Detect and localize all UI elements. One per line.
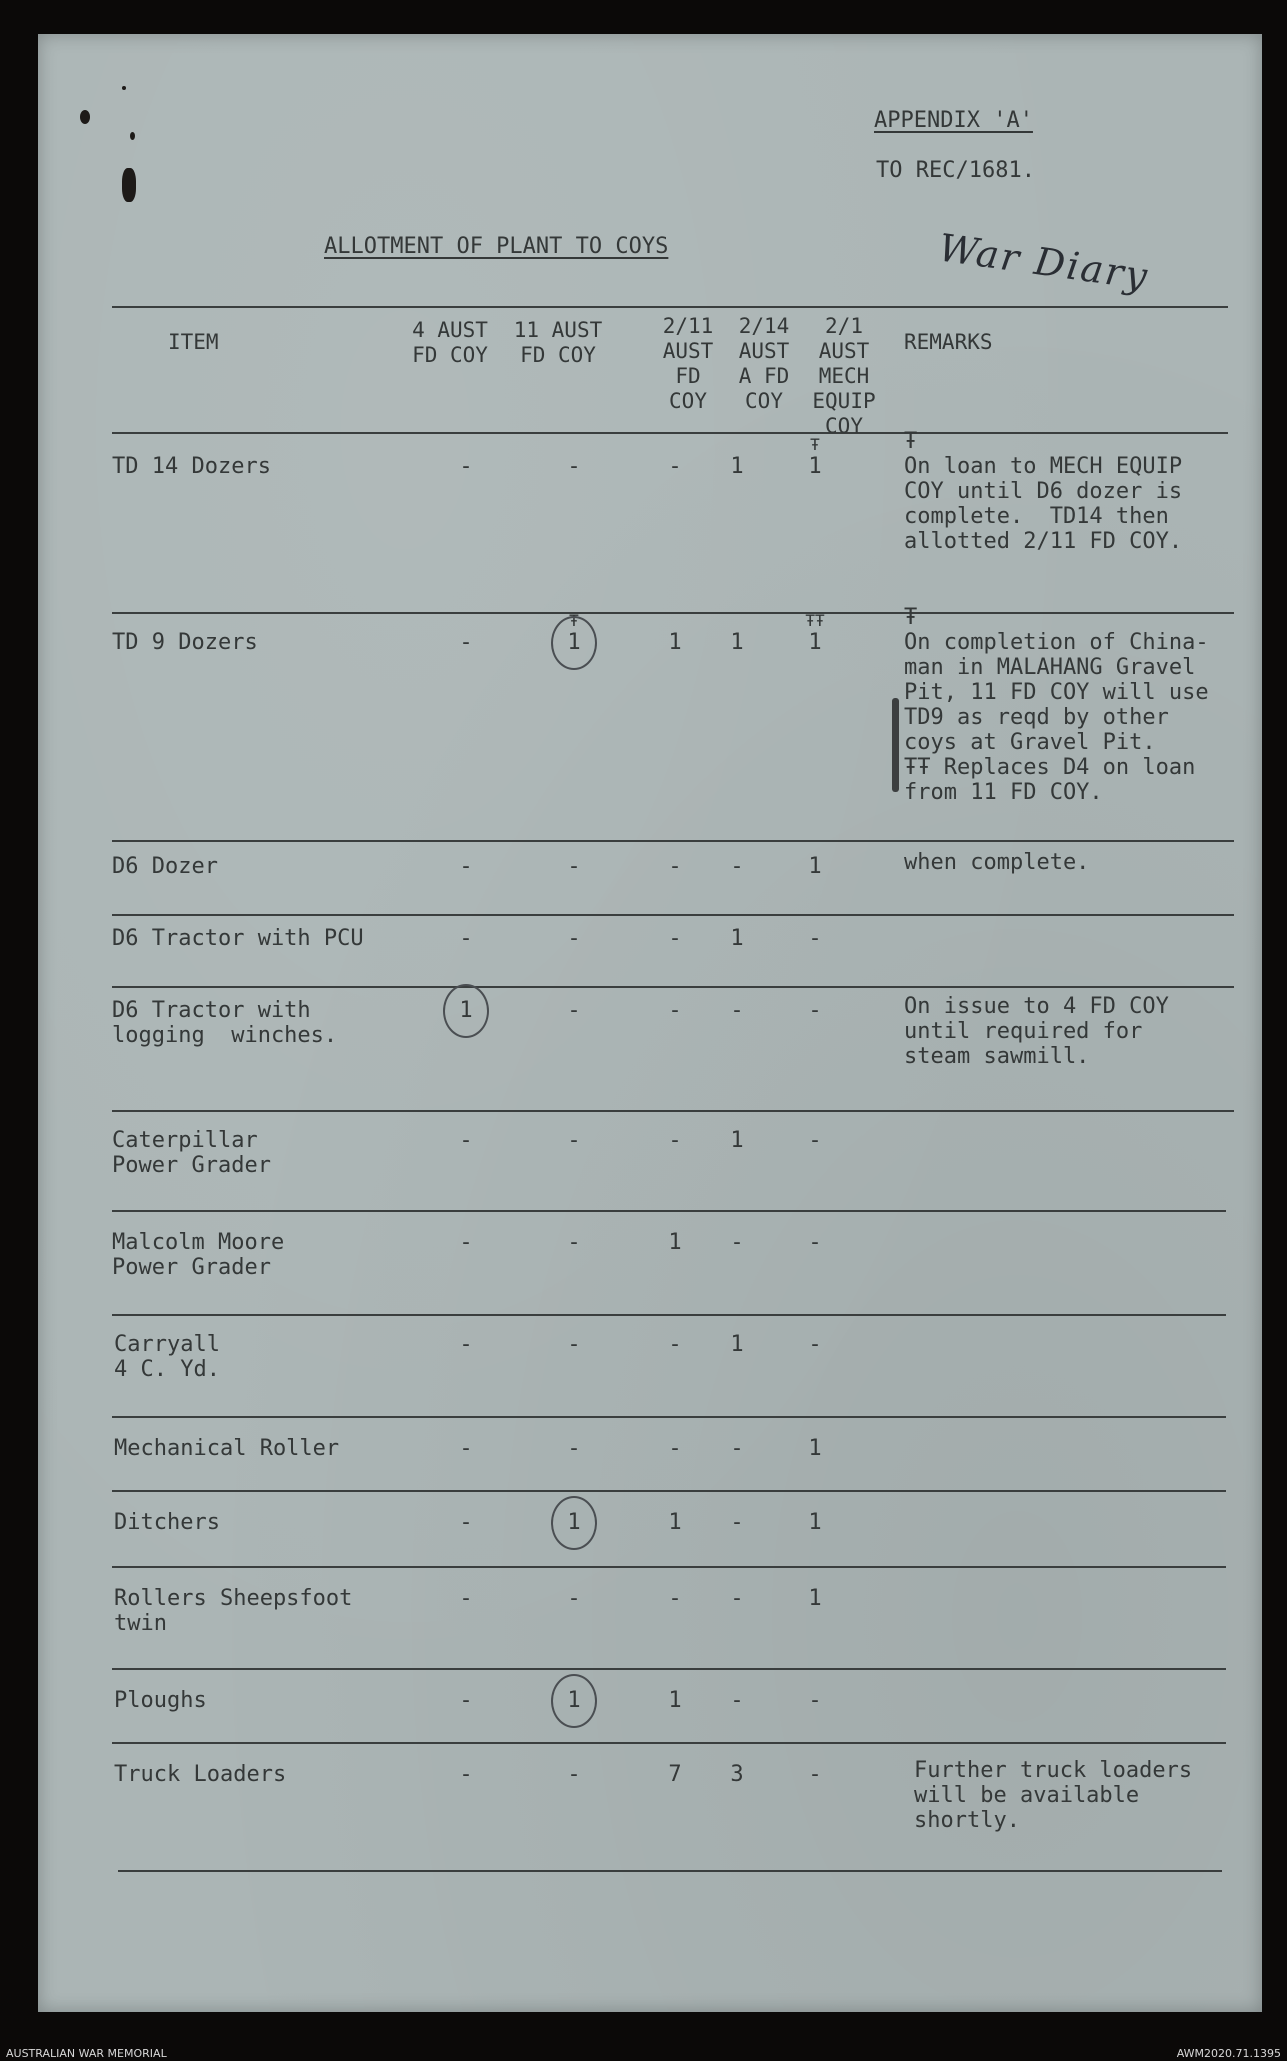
column-header: 2/14 AUST A FD COY (738, 314, 790, 413)
allotment-value: - (459, 1436, 473, 1461)
allotment-value: - (459, 1128, 473, 1153)
column-header: ITEM (168, 330, 219, 354)
document-title: ALLOTMENT OF PLANT TO COYS (324, 234, 669, 259)
remarks-text: when complete. (904, 850, 1090, 875)
allotment-value: - (808, 1762, 822, 1787)
table-rule (112, 1742, 1226, 1744)
allotment-value: - (459, 454, 473, 479)
column-header: 2/1 AUST MECH EQUIP COY (812, 314, 876, 438)
allotment-value: - (668, 854, 682, 879)
table-rule (112, 1210, 1226, 1212)
appendix-label: APPENDIX 'A' (874, 108, 1033, 133)
reference-number: TO REC/1681. (876, 158, 1035, 183)
item-name: Mechanical Roller (114, 1436, 340, 1461)
remarks-text: Ŧ On loan to MECH EQUIP COY until D6 dozer is complete. TD14 then allotted 2/11 FD COY. (904, 429, 1183, 554)
document-page (38, 34, 1262, 2012)
table-rule (112, 1490, 1226, 1492)
allotment-value: - (668, 1586, 682, 1611)
item-name: TD 9 Dozers (112, 630, 258, 655)
allotment-value: 1 (730, 1128, 744, 1153)
allotment-value: 1 (730, 454, 744, 479)
allotment-value: - (668, 1332, 682, 1357)
allotment-value: - (567, 926, 581, 951)
allotment-value: - (668, 998, 682, 1023)
table-rule (112, 1314, 1226, 1316)
allotment-value: - (459, 1688, 473, 1713)
allotment-value: - (459, 926, 473, 951)
allotment-value: - (567, 1436, 581, 1461)
allotment-value: 1 (808, 854, 822, 879)
handwritten-circle (551, 1496, 597, 1550)
item-name: TD 14 Dozers (112, 454, 271, 479)
remarks-text: Ŧ On completion of China- man in MALAHANG Gravel Pit, 11 FD COY will use TD9 as reqd by other coys at Gravel Pit. ŦŦ Replaces D4 on loan from 11 FD COY. (904, 605, 1209, 805)
allotment-value: - (459, 1332, 473, 1357)
footer-right: AWM2020.71.1395 (1176, 2047, 1281, 2060)
allotment-value: - (808, 1688, 822, 1713)
allotment-value: - (567, 1332, 581, 1357)
allotment-value: 1 (668, 1688, 682, 1713)
allotment-value: 1 (730, 630, 744, 655)
allotment-value: - (567, 998, 581, 1023)
allotment-value: - (567, 454, 581, 479)
handwritten-circle (551, 616, 597, 670)
table-rule (112, 306, 1228, 308)
table-rule (118, 1870, 1222, 1872)
column-header: REMARKS (904, 330, 993, 354)
allotment-value: - (808, 998, 822, 1023)
allotment-value: 1 (808, 1586, 822, 1611)
allotment-value: - (668, 926, 682, 951)
allotment-value: - (808, 1230, 822, 1255)
allotment-value: - (567, 1230, 581, 1255)
column-header: 11 AUST FD COY (513, 318, 603, 367)
column-header: 2/11 AUST FD COY (662, 314, 714, 413)
allotment-value: - (567, 854, 581, 879)
column-header: 4 AUST FD COY (412, 318, 488, 367)
table-rule (112, 914, 1234, 916)
ink-spot (122, 168, 136, 202)
allotment-value: - (730, 1436, 744, 1461)
allotment-value: 1 (567, 630, 581, 655)
allotment-value: - (730, 1688, 744, 1713)
allotment-value: 1 (808, 1510, 822, 1535)
footer-left: AUSTRALIAN WAR MEMORIAL (6, 2047, 167, 2060)
allotment-value: 1 (567, 1510, 581, 1535)
ink-spot (130, 132, 135, 140)
allotment-value: - (668, 1128, 682, 1153)
allotment-value: - (567, 1586, 581, 1611)
allotment-value: - (459, 630, 473, 655)
table-rule (112, 986, 1234, 988)
allotment-value: - (459, 1762, 473, 1787)
item-name: D6 Dozer (112, 854, 218, 879)
allotment-value: 1 (567, 1688, 581, 1713)
allotment-value: - (730, 998, 744, 1023)
allotment-value: 1 (730, 926, 744, 951)
allotment-value: - (808, 926, 822, 951)
item-name: Carryall 4 C. Yd. (114, 1332, 220, 1382)
ink-spot (80, 110, 90, 124)
handwritten-circle (443, 984, 489, 1038)
item-name: Caterpillar Power Grader (112, 1128, 271, 1178)
allotment-value: 1 (808, 630, 822, 655)
table-rule (112, 1668, 1226, 1670)
allotment-value: 1 (668, 1230, 682, 1255)
allotment-value: - (567, 1762, 581, 1787)
allotment-value: 1 (668, 1510, 682, 1535)
allotment-value: - (730, 1586, 744, 1611)
allotment-value: - (459, 1586, 473, 1611)
allotment-value: - (668, 454, 682, 479)
allotment-value: - (459, 1230, 473, 1255)
handwritten-circle (551, 1674, 597, 1728)
remarks-text: Further truck loaders will be available shortly. (914, 1758, 1193, 1833)
allotment-value: - (459, 1510, 473, 1535)
table-rule (112, 840, 1234, 842)
allotment-value: - (808, 1332, 822, 1357)
item-name: Ditchers (114, 1510, 220, 1535)
allotment-value: - (730, 1510, 744, 1535)
allotment-value: - (808, 1128, 822, 1153)
allotment-value: 1 (668, 630, 682, 655)
allotment-value: 1 (459, 998, 473, 1023)
ink-spot (122, 86, 126, 90)
item-name: Rollers Sheepsfoot twin (114, 1586, 353, 1636)
allotment-value: 1 (808, 1436, 822, 1461)
item-name: D6 Tractor with logging winches. (112, 998, 338, 1048)
item-name: D6 Tractor with PCU (112, 926, 364, 951)
footnote-mark: Ŧ (810, 435, 820, 454)
handwritten-note: War Diary (935, 225, 1152, 299)
table-rule (112, 1110, 1234, 1112)
allotment-value: - (730, 1230, 744, 1255)
allotment-value: 7 (668, 1762, 682, 1787)
table-rule (112, 1566, 1226, 1568)
allotment-value: - (730, 854, 744, 879)
remarks-text: On issue to 4 FD COY until required for steam sawmill. (904, 994, 1169, 1069)
allotment-value: 1 (730, 1332, 744, 1357)
item-name: Truck Loaders (114, 1762, 287, 1787)
allotment-value: - (668, 1436, 682, 1461)
item-name: Ploughs (114, 1688, 207, 1713)
footnote-mark: Ŧ (569, 611, 579, 630)
allotment-value: 3 (730, 1762, 744, 1787)
allotment-value: 1 (808, 454, 822, 479)
table-rule (112, 1416, 1226, 1418)
allotment-value: - (459, 854, 473, 879)
allotment-value: - (567, 1128, 581, 1153)
item-name: Malcolm Moore Power Grader (112, 1230, 285, 1280)
margin-mark (892, 698, 899, 792)
footnote-mark: ŦŦ (805, 611, 825, 630)
